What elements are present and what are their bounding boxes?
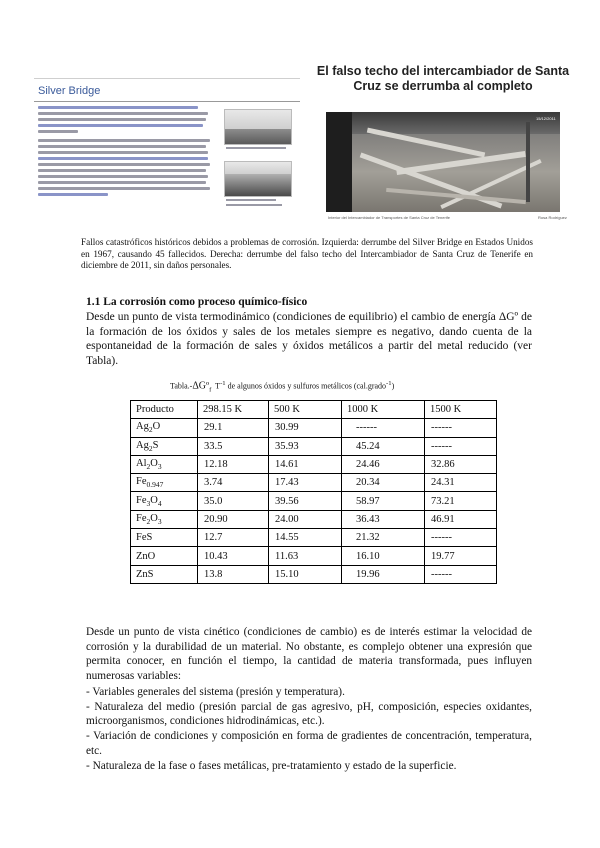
table-row (131, 565, 497, 583)
table-cell: 73.21 (425, 492, 497, 510)
table-cell: 14.55 (269, 529, 342, 547)
table-caption: Tabla.-ΔGº$_f$ $T^{-1}$ de algunos óxidos y sulfuros metálicos (cal.grado$^{-1}$) (170, 380, 395, 394)
kinetic-paragraph: Desde un punto de vista cinético (condiciones de cambio) es de interés estimar la velocidad de corrosión y la durabilidad de un material. No obstante, es complejo obtener una expresión que permita conocer, en función el tiempo, la cantidad de materia transformada, pues influyen numerosas variables: (86, 626, 532, 683)
table-cell: ------ (342, 419, 425, 437)
list-item: - Naturaleza del medio (presión parcial de gas agresivo, pH, composición, especies oxidantes, microorganismos, condiciones hidrodinámicas, etc.). (86, 700, 532, 728)
table-row (131, 547, 497, 565)
thumbnail-caption-2 (226, 199, 276, 201)
table-cell: 20.90 (198, 510, 269, 528)
table-cell: $Ag_2O$ (131, 419, 198, 437)
table-cell: 39.56 (269, 492, 342, 510)
table-cell: 13.8 (198, 565, 269, 583)
table-cell: 12.7 (198, 529, 269, 547)
table-cell: 20.34 (342, 474, 425, 492)
table-row (131, 437, 497, 455)
photo-credit: Rosa Rodríguez (538, 215, 567, 220)
table-header-cell: 1000 K (342, 401, 425, 419)
news-headline: El falso techo del intercambiador de Santa Cruz se derrumba al completo (316, 64, 570, 93)
table-cell: ------ (425, 529, 497, 547)
thumbnail-caption-2b (226, 204, 282, 206)
table-cell: 19.77 (425, 547, 497, 565)
table-row (131, 419, 497, 437)
table-cell: 46.91 (425, 510, 497, 528)
table-cell: 16.10 (342, 547, 425, 565)
table-cell: 11.63 (269, 547, 342, 565)
table-cell: 24.31 (425, 474, 497, 492)
table-row (131, 474, 497, 492)
table-cell: 19.96 (342, 565, 425, 583)
table-cell: 29.1 (198, 419, 269, 437)
table-cell: 36.43 (342, 510, 425, 528)
thermodynamic-paragraph: Desde un punto de vista termodinámico (condiciones de equilibrio) el cambio de energía ΔGº de la formación de los óxidos y sales de los metales siempre es negativo, dando cuenta de la espontaneidad de la formación de sales y óxidos metálicos a partir del metal reducido (ver Tabla). (86, 311, 532, 368)
table-row (131, 455, 497, 473)
table-cell: 35.0 (198, 492, 269, 510)
santa-cruz-figure (314, 58, 572, 222)
table-header-cell: 298.15 K (198, 401, 269, 419)
silver-bridge-figure (34, 78, 300, 211)
table-cell: 15.10 (269, 565, 342, 583)
table-cell: 30.99 (269, 419, 342, 437)
table-cell: $Fe_3O_4$ (131, 492, 198, 510)
collapsed-roof-photo (326, 112, 560, 212)
figure-left-header: Silver Bridge (38, 85, 101, 97)
table-cell: 58.97 (342, 492, 425, 510)
table-cell: 35.93 (269, 437, 342, 455)
table-cell: 3.74 (198, 474, 269, 492)
table-cell: ------ (425, 437, 497, 455)
table-cell: $Fe_{0.947}$ (131, 474, 198, 492)
table-header-cell: 1500 K (425, 401, 497, 419)
list-item: - Variables generales del sistema (presión y temperatura). (86, 686, 345, 698)
table-cell: $Fe_2O_3$ (131, 510, 198, 528)
table-cell: ZnO (131, 547, 198, 565)
figure-caption: Fallos catastróficos históricos debidos a problemas de corrosión. Izquierda: derrumbe del Silver Bridge en Estados Unidos en 1967, causando 45 fallecidos. Derecha: derrumbe del falso techo del Intercambiador de Santa Cruz de Tenerife en diciembre de 2011, sin daños personales. (81, 237, 533, 270)
table-cell: ------ (425, 565, 497, 583)
table-cell: 17.43 (269, 474, 342, 492)
table-cell: FeS (131, 529, 198, 547)
table-cell: ZnS (131, 565, 198, 583)
photo-caption: Interior del Intercambiador de Transportes de Santa Cruz de Tenerife (328, 215, 450, 220)
table-cell: $Ag_2S$ (131, 437, 198, 455)
table-header-cell: 500 K (269, 401, 342, 419)
photo-date: 15/12/2011 (536, 116, 556, 121)
section-title: 1.1 La corrosión como proceso químico-físico (86, 296, 308, 308)
variables-list (86, 685, 532, 773)
bridge-thumbnail-2 (224, 161, 292, 197)
table-cell: 10.43 (198, 547, 269, 565)
list-item: - Variación de condiciones y composición en forma de gradientes de concentración, temperatura, etc. (86, 730, 532, 757)
delta-g-symbol: ΔGº (498, 311, 519, 323)
thumbnail-caption-1 (226, 147, 286, 149)
table-header-cell: Producto (131, 401, 198, 419)
gibbs-energy-table (130, 400, 497, 584)
table-cell: $Al_2O_3$ (131, 455, 198, 473)
table-cell: 14.61 (269, 455, 342, 473)
list-item: - Naturaleza de la fase o fases metálicas, pre-tratamiento y estado de la superficie. (86, 759, 457, 772)
table-cell: 24.46 (342, 455, 425, 473)
table-row (131, 492, 497, 510)
table-cell: 21.32 (342, 529, 425, 547)
table-cell: 32.86 (425, 455, 497, 473)
table-row (131, 510, 497, 528)
table-cell: 12.18 (198, 455, 269, 473)
table-header-row (131, 401, 497, 419)
table-cell: 24.00 (269, 510, 342, 528)
header-rule (34, 101, 300, 102)
bridge-thumbnail-1 (224, 109, 292, 145)
table-cell: 33.5 (198, 437, 269, 455)
table-row (131, 529, 497, 547)
table-cell: ------ (425, 419, 497, 437)
table-cell: 45.24 (342, 437, 425, 455)
